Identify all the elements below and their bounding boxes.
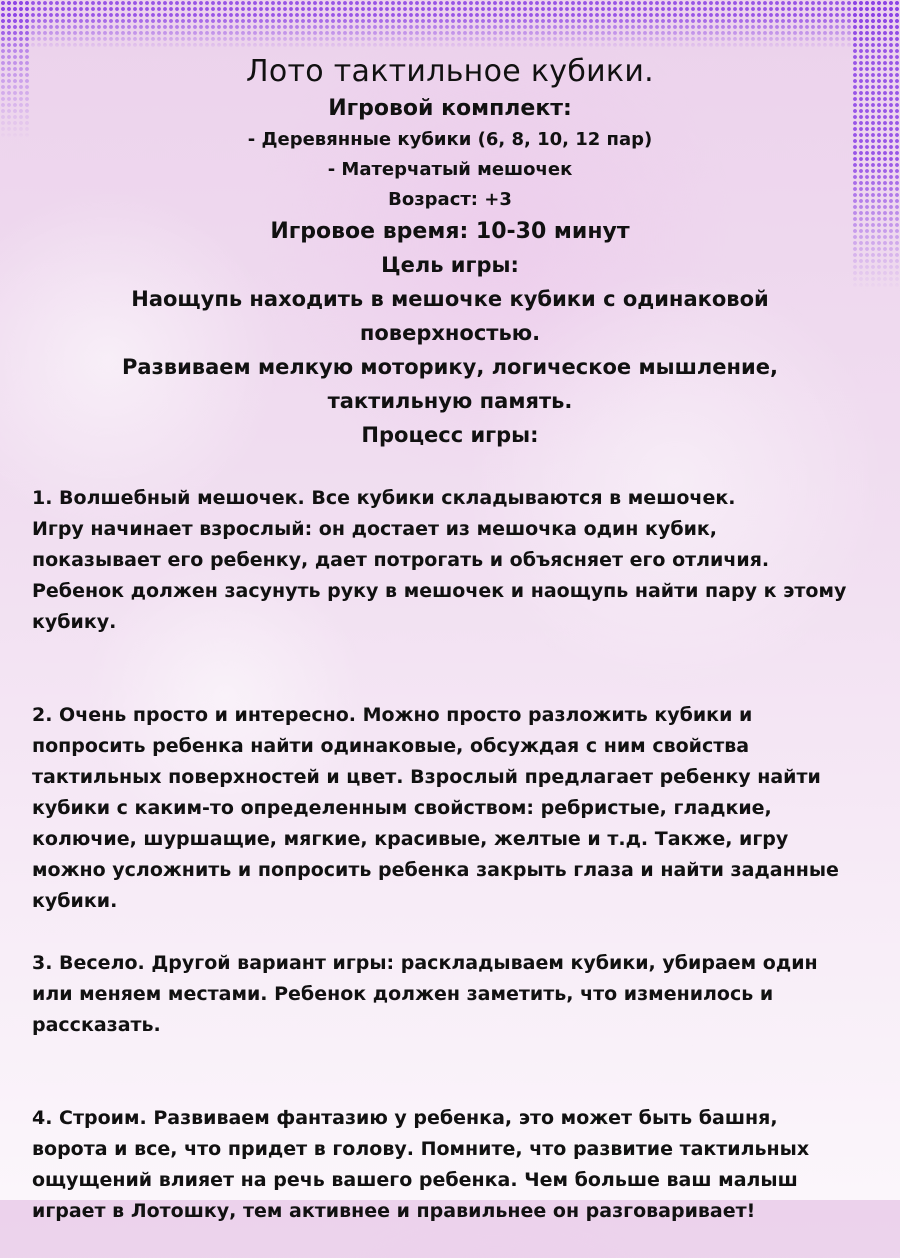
process-steps xyxy=(0,452,900,1258)
kit-item-cubes: - Деревянные кубики (6, 8, 10, 12 пар) xyxy=(247,129,653,150)
process-heading: Процесс игры: xyxy=(361,423,539,447)
step-3: 3. Весело. Другой вариант игры: раскладываем кубики, убираем один или меняем местами. Ребенок должен заметить, что изменилось и рассказать. xyxy=(32,952,818,1036)
goal-text-2: Развиваем мелкую моторику, логическое мышление, тактильную память. xyxy=(122,355,778,413)
goal-text-1: Наощупь находить в мешочке кубики с одинаковой поверхностью. xyxy=(131,287,769,345)
step-4: 4. Строим. Развиваем фантазию у ребенка, это может быть башня, ворота и все, что придет в голову. Помните, что развитие тактильных ощущений влияет на речь вашего ребенка. Чем больше ваш малыш играет в Лотошку, тем активнее и правильнее он разговаривает! xyxy=(32,1107,810,1222)
page-title: Лото тактильное кубики. xyxy=(246,54,654,89)
step-1: 1. Волшебный мешочек. Все кубики складываются в мешочек. Игру начинает взрослый: он достает из мешочка один кубик, показывает его ребенку, дает потрогать и объясняет его отличия. Ребенок должен засунуть руку в мешочек и наощупь найти пару к этому кубику. xyxy=(32,487,847,633)
kit-heading: Игровой комплект: xyxy=(328,96,572,121)
kit-item-bag: - Матерчатый мешочек xyxy=(327,159,573,180)
play-time-label: Игровое время: 10-30 минут xyxy=(270,219,630,244)
age-label: Возраст: +3 xyxy=(388,189,512,210)
goal-heading: Цель игры: xyxy=(381,253,519,277)
step-2: 2. Очень просто и интересно. Можно просто разложить кубики и попросить ребенка найти одинаковые, обсуждая с ним свойства тактильных поверхностей и цвет. Взрослый предлагает ребенку найти кубики с каким-то определенным свойством: ребристые, гладкие, колючие, шуршащие, мягкие, красивые, желтые и т.д. Также, игру можно усложнить и попросить ребенка закрыть глаза и найти заданные кубики. xyxy=(32,704,839,912)
